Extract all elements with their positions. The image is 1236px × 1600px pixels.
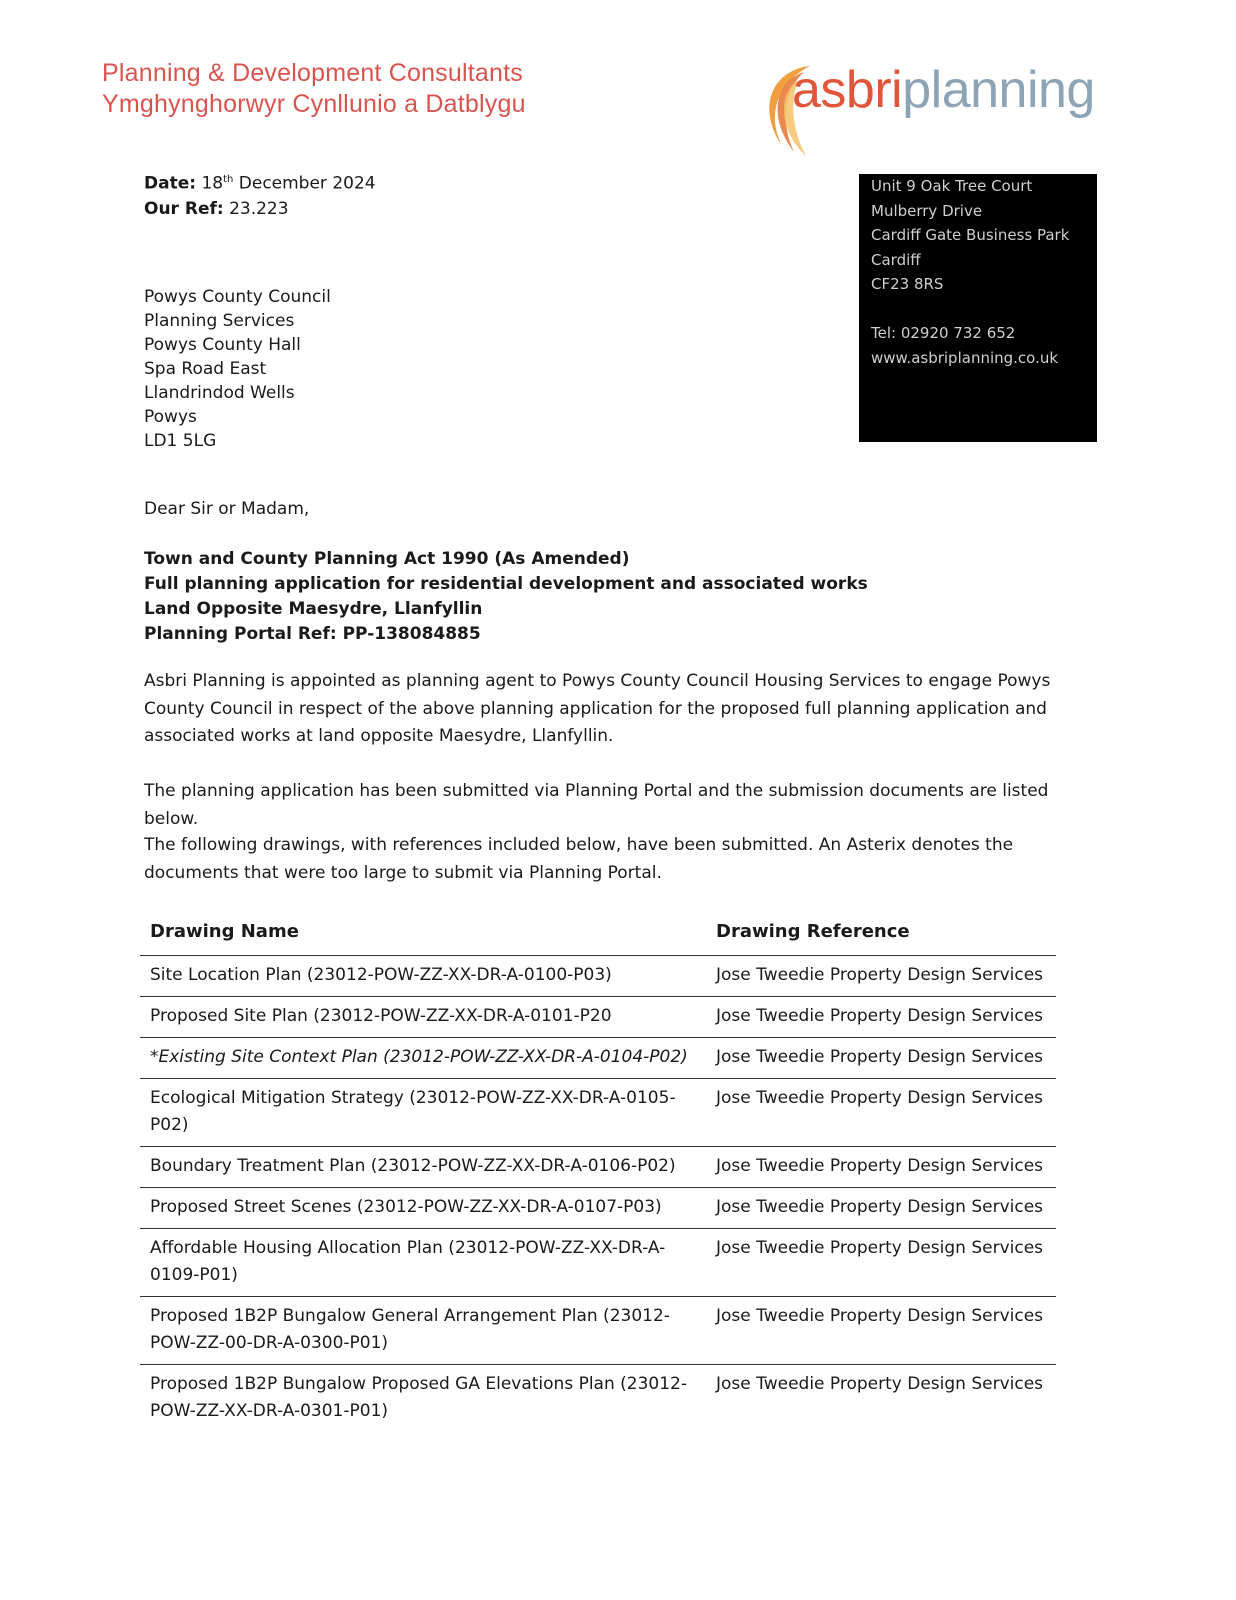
sender-address-line: Unit 9 Oak Tree Court bbox=[871, 177, 1033, 195]
recipient-line: Powys County Hall bbox=[144, 335, 301, 355]
date-line bbox=[144, 167, 376, 197]
letter-meta bbox=[144, 167, 376, 222]
logo-wordmark bbox=[792, 60, 1095, 120]
drawing-name: Proposed 1B2P Bungalow General Arrangement Plan (23012-POW-ZZ-00-DR-A-0300-P01) bbox=[140, 1297, 706, 1365]
recipient-address bbox=[144, 285, 331, 453]
table-row bbox=[140, 1229, 1056, 1297]
drawing-name: Ecological Mitigation Strategy (23012-POW-ZZ-XX-DR-A-0105-P02) bbox=[140, 1079, 706, 1147]
recipient-line: Planning Services bbox=[144, 311, 295, 331]
date-rest: December 2024 bbox=[233, 173, 376, 194]
drawing-reference: Jose Tweedie Property Design Services bbox=[706, 956, 1056, 997]
subject-line: Planning Portal Ref: PP-138084885 bbox=[144, 624, 481, 644]
table-row bbox=[140, 1297, 1056, 1365]
recipient-line: Powys County Council bbox=[144, 287, 331, 307]
table-row bbox=[140, 1079, 1056, 1147]
table-row bbox=[140, 1147, 1056, 1188]
drawing-reference: Jose Tweedie Property Design Services bbox=[706, 1297, 1056, 1365]
table-header-row bbox=[140, 913, 1056, 956]
drawing-name: Affordable Housing Allocation Plan (23012-POW-ZZ-XX-DR-A-0109-P01) bbox=[140, 1229, 706, 1297]
logo-asbri: asbri bbox=[792, 61, 903, 119]
drawing-reference: Jose Tweedie Property Design Services bbox=[706, 1188, 1056, 1229]
date-suffix: th bbox=[223, 174, 234, 185]
subject-heading bbox=[144, 547, 868, 647]
date-day: 18 bbox=[196, 173, 224, 194]
recipient-line: Spa Road East bbox=[144, 359, 267, 379]
drawing-reference: Jose Tweedie Property Design Services bbox=[706, 1038, 1056, 1079]
sender-address-box bbox=[859, 174, 1097, 442]
tagline-welsh: Ymghynghorwyr Cynllunio a Datblygu bbox=[102, 90, 526, 118]
table-row bbox=[140, 1038, 1056, 1079]
column-header-drawing-reference: Drawing Reference bbox=[706, 913, 1056, 956]
drawing-reference: Jose Tweedie Property Design Services bbox=[706, 1229, 1056, 1297]
logo-planning: planning bbox=[902, 61, 1095, 119]
sender-address-line: Mulberry Drive bbox=[871, 201, 983, 220]
ref-label: Our Ref: bbox=[144, 198, 224, 219]
drawing-reference: Jose Tweedie Property Design Services bbox=[706, 1147, 1056, 1188]
tagline-english: Planning & Development Consultants bbox=[102, 59, 523, 87]
drawing-reference: Jose Tweedie Property Design Services bbox=[716, 1374, 1044, 1394]
drawing-name: Proposed Street Scenes (23012-POW-ZZ-XX-DR-A-0107-P03) bbox=[140, 1188, 706, 1229]
subject-line: Town and County Planning Act 1990 (As Amended) bbox=[144, 549, 630, 569]
column-header-drawing-name: Drawing Name bbox=[140, 913, 706, 956]
drawing-reference: Jose Tweedie Property Design Services bbox=[706, 997, 1056, 1038]
table-row bbox=[140, 997, 1056, 1038]
ref-value: 23.223 bbox=[223, 198, 289, 219]
table-row bbox=[140, 1188, 1056, 1229]
header-tagline bbox=[102, 58, 526, 120]
body-paragraph: Asbri Planning is appointed as planning agent to Powys County Council Housing Services to engage Powys County Council in respect of the above planning application for the proposed full planning application and associated works at land opposite Maesydre, Llanfyllin. bbox=[144, 671, 1051, 746]
asbri-planning-logo bbox=[752, 56, 1132, 166]
sender-tel: Tel: 02920 732 652 bbox=[871, 324, 1016, 342]
drawing-name: Proposed 1B2P Bungalow Proposed GA Elevations Plan (23012-POW-ZZ-XX-DR-A-0301-P01) bbox=[150, 1374, 687, 1421]
table-row bbox=[140, 1365, 1056, 1433]
recipient-line: LD1 5LG bbox=[144, 431, 217, 451]
salutation: Dear Sir or Madam, bbox=[144, 499, 310, 519]
drawing-name: Boundary Treatment Plan (23012-POW-ZZ-XX-DR-A-0106-P02) bbox=[140, 1147, 706, 1188]
sender-address-line: CF23 8RS bbox=[871, 275, 944, 293]
table-row bbox=[140, 956, 1056, 997]
drawing-name: *Existing Site Context Plan (23012-POW-ZZ-XX-DR-A-0104-P02) bbox=[140, 1038, 706, 1079]
sender-address-line: Cardiff Gate Business Park bbox=[871, 226, 1070, 244]
recipient-line: Powys bbox=[144, 407, 197, 427]
body-paragraph: The following drawings, with references included below, have been submitted. An Asterix denotes the documents that were too large to submit via Planning Portal. bbox=[144, 835, 1014, 883]
ref-line bbox=[144, 197, 376, 222]
date-label: Date: bbox=[144, 173, 197, 194]
body-paragraph: The planning application has been submitted via Planning Portal and the submission documents are listed below. bbox=[144, 781, 1049, 829]
sender-website: www.asbriplanning.co.uk bbox=[871, 348, 1059, 367]
drawing-name: Site Location Plan (23012-POW-ZZ-XX-DR-A-0100-P03) bbox=[140, 956, 706, 997]
subject-line: Land Opposite Maesydre, Llanfyllin bbox=[144, 599, 483, 619]
drawings-table bbox=[140, 913, 1056, 1432]
drawing-reference: Jose Tweedie Property Design Services bbox=[706, 1079, 1056, 1147]
subject-line: Full planning application for residential development and associated works bbox=[144, 574, 868, 594]
drawing-name: Proposed Site Plan (23012-POW-ZZ-XX-DR-A-0101-P20 bbox=[140, 997, 706, 1038]
sender-address-line: Cardiff bbox=[871, 250, 921, 269]
recipient-line: Llandrindod Wells bbox=[144, 383, 295, 403]
